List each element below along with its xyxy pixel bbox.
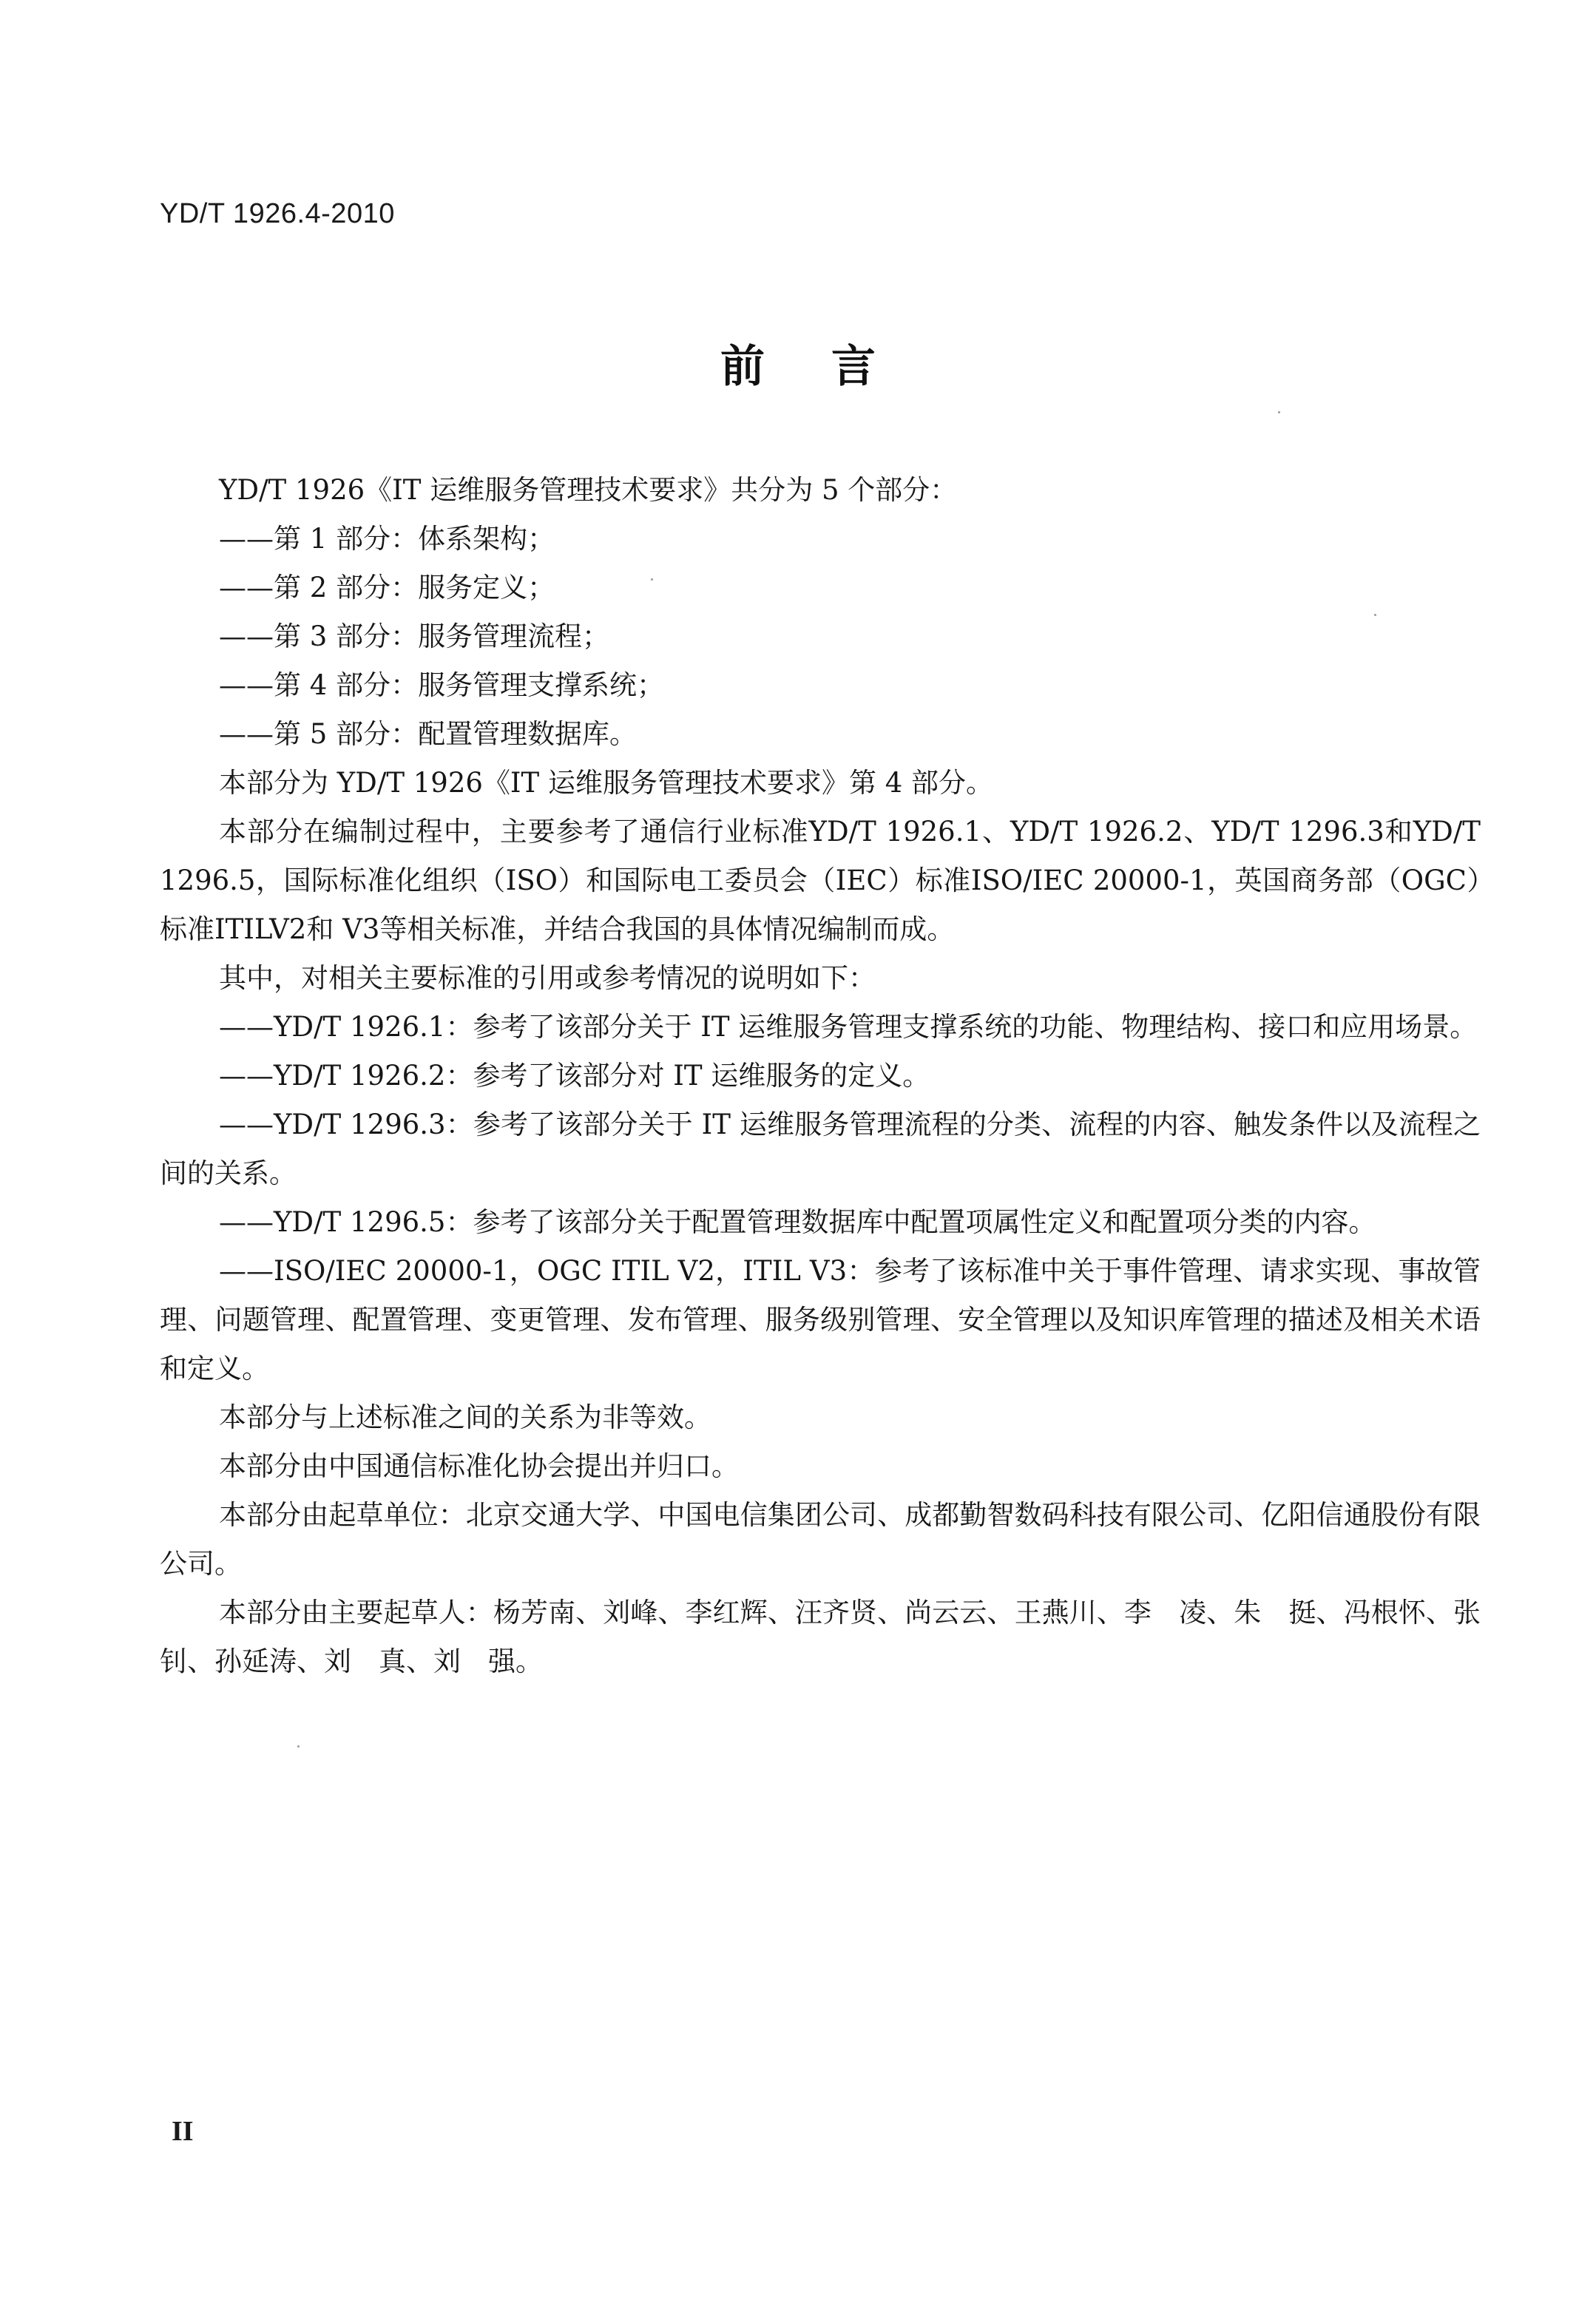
- document-code: YD/T 1926.4-2010: [160, 198, 395, 229]
- paragraph: ——YD/T 1926.1：参考了该部分关于 IT 运维服务管理支撑系统的功能、物理结构、接口和应用场景。: [219, 1011, 1478, 1043]
- paragraph: ——第 5 部分：配置管理数据库。: [219, 718, 638, 750]
- paragraph: 本部分为 YD/T 1926《IT 运维服务管理技术要求》第 4 部分。: [219, 767, 994, 799]
- paragraph: ——YD/T 1926.2：参考了该部分对 IT 运维服务的定义。: [219, 1060, 930, 1092]
- paragraph: 本部分由起草单位：北京交通大学、中国电信集团公司、成都勤智数码科技有限公司、亿阳信通股份有限公司。: [160, 1499, 1481, 1580]
- paragraph: 本部分在编制过程中，主要参考了通信行业标准YD/T 1926.1、YD/T 1926.2、YD/T 1296.3和YD/T 1296.5，国际标准化组织（ISO）和国际电工委员会（IEC）标准ISO/IEC 20000-1，英国商务部（OGC）标准ITILV2和 V3等相关标准，并结合我国的具体情况编制而成。: [160, 816, 1481, 945]
- paragraph: ——第 4 部分：服务管理支撑系统；: [219, 669, 665, 701]
- paragraph: ——YD/T 1296.3：参考了该部分关于 IT 运维服务管理流程的分类、流程的内容、触发条件以及流程之间的关系。: [160, 1109, 1481, 1189]
- paragraph: ——YD/T 1296.5：参考了该部分关于配置管理数据库中配置项属性定义和配置项分类的内容。: [219, 1206, 1376, 1238]
- scan-speck: [1278, 411, 1280, 413]
- page-number: II: [172, 2116, 194, 2147]
- paragraph: 本部分由中国通信标准化协会提出并归口。: [219, 1450, 739, 1482]
- paragraph: 本部分由主要起草人：杨芳南、刘峰、李红辉、汪齐贤、尚云云、王燕川、李 凌、朱 挺、冯根怀、张 钊、孙延涛、刘 真、刘 强。: [160, 1597, 1508, 1677]
- paragraph: YD/T 1926《IT 运维服务管理技术要求》共分为 5 个部分：: [219, 474, 958, 506]
- paragraph: 其中，对相关主要标准的引用或参考情况的说明如下：: [219, 962, 876, 994]
- preface-body: [160, 466, 1508, 1686]
- scan-speck: [1374, 614, 1376, 616]
- paragraph: ——第 3 部分：服务管理流程；: [219, 620, 610, 652]
- paragraph: ——第 2 部分：服务定义；: [219, 572, 555, 603]
- paragraph: ——ISO/IEC 20000-1，OGC ITIL V2，ITIL V3：参考了该标准中关于事件管理、请求实现、事故管理、问题管理、配置管理、变更管理、发布管理、服务级别管理、安全管理以及知识库管理的描述及相关术语和定义。: [160, 1255, 1481, 1384]
- paragraph: ——第 1 部分：体系架构；: [219, 523, 555, 555]
- scan-speck: [297, 1745, 300, 1748]
- page-title: 前言: [720, 341, 942, 393]
- scan-speck: [651, 578, 653, 581]
- paragraph: 本部分与上述标准之间的关系为非等效。: [219, 1401, 711, 1433]
